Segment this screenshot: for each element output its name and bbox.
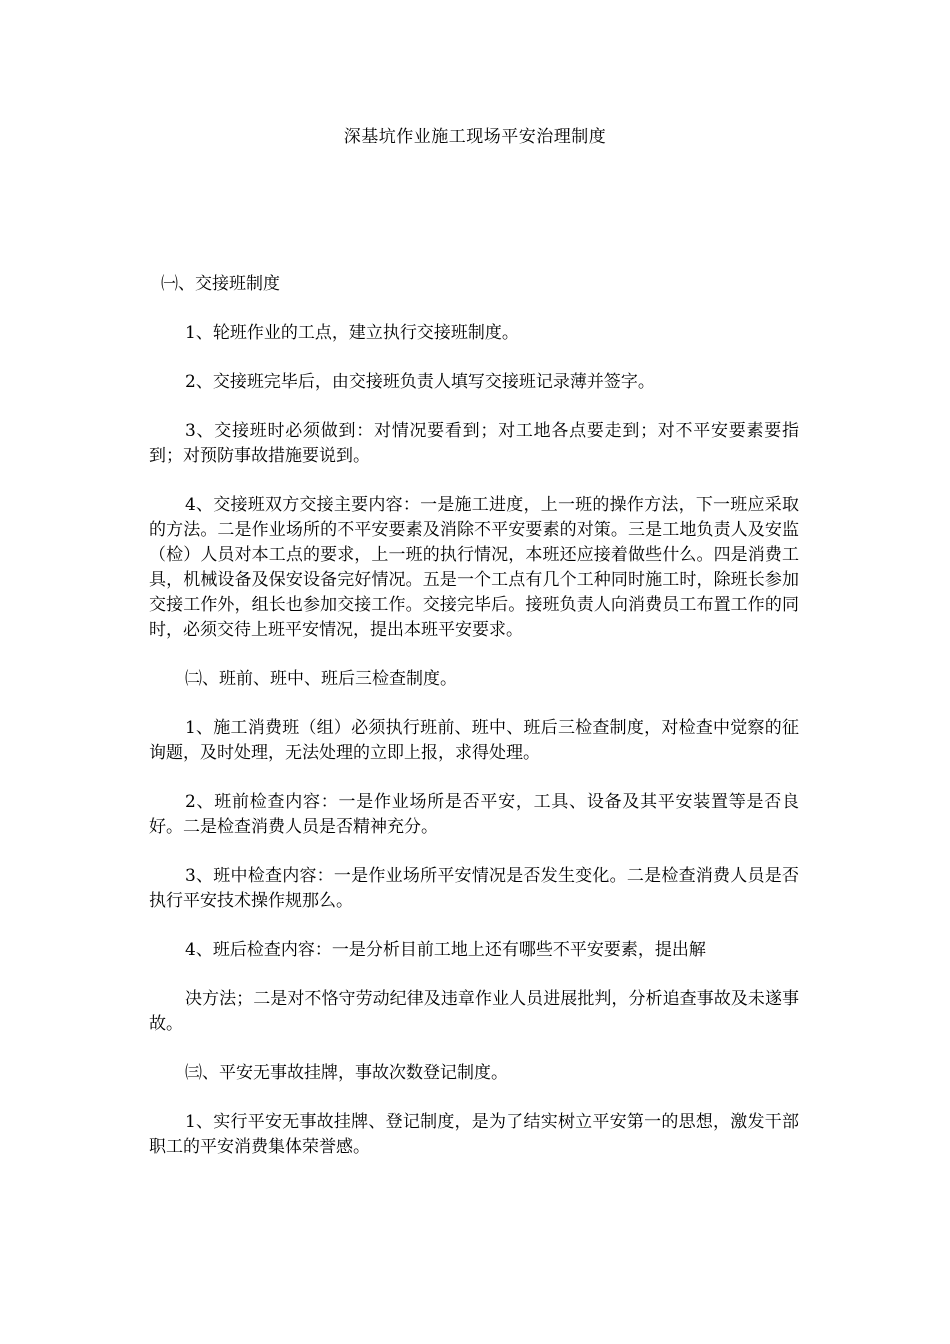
paragraph: 4、班后检查内容：一是分析目前工地上还有哪些不平安要素，提出解 [185, 940, 706, 960]
paragraph: 4、交接班双方交接主要内容：一是施工进度，上一班的操作方法，下一班应采取的方法。二是作业场所的不平安要素及消除不平安要素的对策。三是工地负责人及安监（检）人员对本工点的要求，上一班的执行情况，本班还应接着做些什么。四是消费工具，机械设备及保安设备完好情况。五是一个工点有几个工种同时施工时，除班长参加交接工作外，组长也参加交接工作。交接完毕后。接班负责人向消费员工布置工作的同时，必须交待上班平安情况，提出本班平安要求。 [149, 495, 799, 640]
paragraph: 1、施工消费班（组）必须执行班前、班中、班后三检查制度，对检查中觉察的征询题，及时处理，无法处理的立即上报，求得处理。 [149, 718, 799, 763]
paragraph: 决方法；二是对不恪守劳动纪律及违章作业人员进展批判，分析追查事故及未遂事故。 [149, 989, 799, 1034]
document-body [149, 272, 799, 1184]
paragraph: 3、班中检查内容：一是作业场所平安情况是否发生变化。二是检查消费人员是否执行平安技术操作规那么。 [149, 866, 799, 911]
section-heading-three-checks: ㈡、班前、班中、班后三检查制度。 [185, 669, 457, 689]
paragraph: 2、交接班完毕后，由交接班负责人填写交接班记录薄并签字。 [185, 372, 655, 392]
paragraph: 1、轮班作业的工点，建立执行交接班制度。 [185, 323, 519, 343]
paragraph: 3、交接班时必须做到：对情况要看到；对工地各点要走到；对不平安要素要指到；对预防事故措施要说到。 [149, 421, 799, 466]
section-heading-no-accident-tag: ㈢、平安无事故挂牌，事故次数登记制度。 [185, 1063, 508, 1083]
paragraph: 1、实行平安无事故挂牌、登记制度，是为了结实树立平安第一的思想，激发干部职工的平安消费集体荣誉感。 [149, 1112, 799, 1157]
section-heading-handover: ㈠、交接班制度 [161, 274, 280, 294]
document-title: 深基坑作业施工现场平安治理制度 [343, 127, 607, 147]
paragraph: 2、班前检查内容：一是作业场所是否平安，工具、设备及其平安装置等是否良好。二是检查消费人员是否精神充分。 [149, 792, 799, 837]
